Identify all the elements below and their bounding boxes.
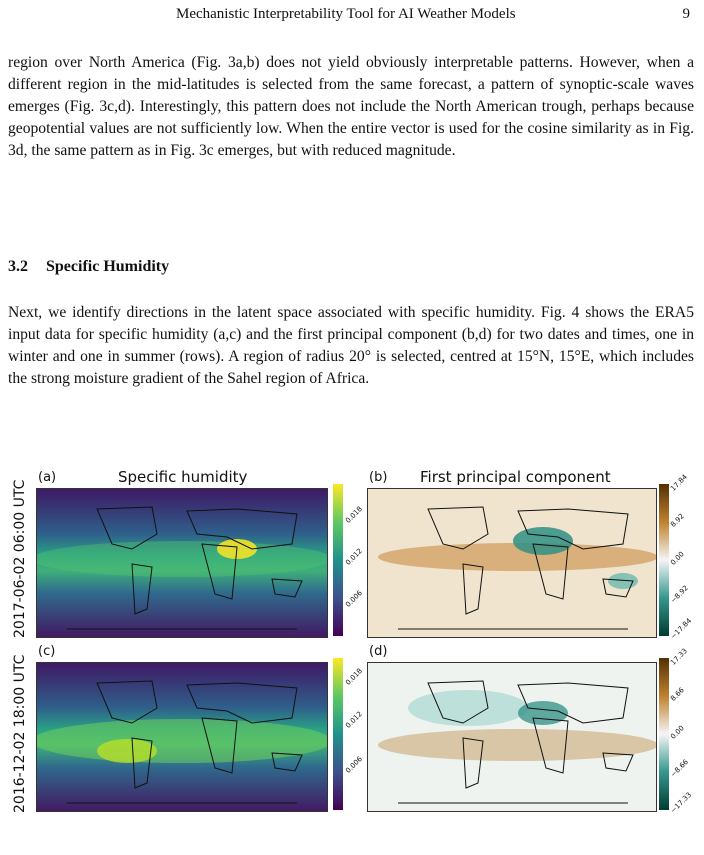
pc-tick: 8.92 (669, 512, 686, 529)
panel-label-b: (b) (369, 470, 388, 485)
pc-colorbar-b (659, 484, 669, 636)
pc-tick: −8.66 (669, 758, 690, 779)
figure-4 (0, 458, 704, 855)
pc-tick: −8.92 (669, 584, 690, 605)
humidity-map-a (36, 488, 328, 638)
humidity-tick: 0.018 (344, 666, 365, 687)
humidity-tick: 0.012 (344, 546, 365, 567)
humidity-map-c (36, 662, 328, 812)
panel-label-a: (a) (38, 470, 57, 485)
humidity-tick: 0.006 (344, 588, 365, 609)
humidity-title: Specific humidity (118, 468, 248, 486)
panel-label-c: (c) (38, 644, 56, 659)
pc-tick: 8.66 (669, 686, 686, 703)
paragraph-1: region over North America (Fig. 3a,b) does not yield obviously interpretable patterns. However, when a different region in the mid-latitudes is selected from the same forecast, a pattern of synoptic-scale waves emerges (Fig. 3c,d). Interestingly, this pattern does not include the North American trough, perhaps because geopotential values are not sufficiently low. When the entire vector is used for the cosine similarity as in Fig. 3d, the same pattern as in Fig. 3c emerges, but with reduced magnitude. (8, 54, 694, 159)
running-head (0, 6, 704, 26)
section-heading (8, 258, 169, 276)
pc-tick: −17.33 (669, 790, 694, 815)
pc-colorbar-d (659, 658, 669, 810)
row-label-1: 2017-06-02 06:00 UTC (12, 479, 28, 638)
paragraph-2: Next, we identify directions in the latent space associated with specific humidity. Fig. 4 shows the ERA5 input data for specific humidity (a,c) and the first principal component (b,d) for two dates and times, one in winter and one in summer (rows). A region of radius 20° is selected, centred at 15°N, 15°E, which includes the strong moisture gradient of the Sahel region of Africa. (8, 304, 694, 387)
page-number: 9 (682, 6, 690, 22)
pc-map-d (367, 662, 657, 812)
pc-title: First principal component (420, 468, 611, 486)
section-number: 3.2 (8, 258, 28, 275)
pc-tick: 17.84 (669, 472, 690, 493)
humidity-colorbar-c (333, 658, 343, 810)
running-title: Mechanistic Interpretability Tool for AI Weather Models (176, 6, 516, 22)
humidity-tick: 0.018 (344, 504, 365, 525)
pc-tick: −17.84 (669, 616, 694, 641)
humidity-colorbar-a (333, 484, 343, 636)
pc-tick: 0.00 (669, 550, 686, 567)
section-title: Specific Humidity (46, 258, 170, 275)
humidity-tick: 0.012 (344, 709, 365, 730)
pc-tick: 17.33 (669, 646, 690, 667)
pc-map-b (367, 488, 657, 638)
humidity-tick: 0.006 (344, 754, 365, 775)
pc-tick: 0.00 (669, 724, 686, 741)
panel-label-d: (d) (369, 644, 388, 659)
row-label-2: 2016-12-02 18:00 UTC (12, 654, 28, 813)
